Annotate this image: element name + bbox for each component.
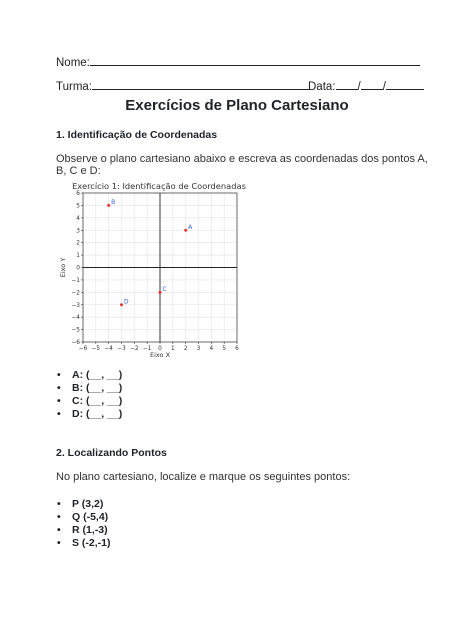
section1-instruction: Observe o plano cartesiano abaixo e escreva as coordenadas dos pontos A, B, C e D: bbox=[56, 153, 428, 177]
y-tick-label: 6 bbox=[76, 191, 80, 197]
x-tick-label: −2 bbox=[130, 346, 139, 352]
date-field[interactable] bbox=[308, 78, 424, 93]
section1-heading: 1. Identificação de Coordenadas bbox=[56, 129, 218, 141]
x-tick-label: −6 bbox=[78, 346, 88, 352]
data-point-a bbox=[184, 229, 187, 232]
x-tick-label: 1 bbox=[170, 346, 175, 352]
y-tick-label: 5 bbox=[76, 203, 80, 210]
data-point-label-c: C bbox=[162, 285, 167, 293]
name-field[interactable] bbox=[56, 54, 420, 69]
x-tick-label: 2 bbox=[183, 346, 188, 352]
chart-title: Exercício 1: Identificação de Coordenadas bbox=[72, 181, 246, 191]
x-axis-label: Eixo X bbox=[149, 351, 171, 359]
data-point-label-b: B bbox=[111, 198, 116, 206]
point-item-r: • R (1,-3) bbox=[56, 524, 111, 537]
y-tick-label: 1 bbox=[76, 253, 80, 260]
y-tick-label: −4 bbox=[71, 315, 80, 322]
date-year-line[interactable] bbox=[386, 78, 424, 90]
class-line[interactable] bbox=[92, 78, 310, 90]
data-point-b bbox=[107, 204, 110, 207]
x-tick-label: −3 bbox=[117, 346, 126, 352]
answer-item-d[interactable]: • D: (__, __) bbox=[56, 408, 122, 421]
class-label: Turma: bbox=[56, 81, 92, 93]
y-tick-label: −3 bbox=[71, 302, 80, 309]
section2-heading: 2. Localizando Pontos bbox=[56, 447, 167, 459]
points-list bbox=[56, 498, 111, 550]
y-tick-label: 0 bbox=[76, 265, 80, 272]
class-field[interactable] bbox=[56, 78, 310, 93]
y-tick-label: −6 bbox=[71, 340, 80, 346]
tick-labels bbox=[71, 191, 239, 352]
data-point-c bbox=[159, 291, 162, 294]
x-tick-label: 3 bbox=[196, 346, 201, 352]
axes bbox=[83, 193, 237, 342]
x-tick-label: 0 bbox=[158, 346, 162, 352]
cartesian-chart bbox=[56, 178, 246, 362]
answer-item-a[interactable]: • A: (__, __) bbox=[56, 369, 122, 382]
y-tick-label: 4 bbox=[76, 215, 80, 222]
date-separator: / bbox=[357, 81, 361, 93]
point-item-s: • S (-2,-1) bbox=[56, 537, 111, 550]
x-tick-label: 5 bbox=[222, 346, 227, 352]
y-axis-label: Eixo Y bbox=[59, 257, 67, 278]
date-day-line[interactable] bbox=[336, 78, 358, 90]
point-item-q: • Q (-5,4) bbox=[56, 511, 111, 524]
y-tick-label: −1 bbox=[71, 277, 80, 284]
section2-instruction: No plano cartesiano, localize e marque os seguintes pontos: bbox=[56, 471, 351, 483]
name-label: Nome: bbox=[56, 57, 90, 69]
y-tick-label: 3 bbox=[76, 228, 80, 235]
date-month-line[interactable] bbox=[361, 78, 383, 90]
data-point-label-a: A bbox=[188, 223, 193, 231]
x-tick-label: 4 bbox=[209, 346, 214, 352]
answer-item-b[interactable]: • B: (__, __) bbox=[56, 382, 122, 395]
data-points bbox=[107, 199, 193, 306]
y-tick-label: 2 bbox=[76, 240, 80, 247]
data-point-d bbox=[120, 303, 123, 306]
x-tick-label: −1 bbox=[142, 346, 152, 352]
answers-list bbox=[56, 369, 122, 421]
page-title: Exercícios de Plano Cartesiano bbox=[125, 97, 349, 114]
date-label: Data: bbox=[308, 81, 336, 93]
x-tick-label: −5 bbox=[91, 346, 101, 352]
y-tick-label: −5 bbox=[71, 327, 80, 334]
y-tick-label: −2 bbox=[71, 290, 80, 297]
x-tick-label: −4 bbox=[104, 346, 113, 352]
x-tick-label: 6 bbox=[235, 346, 239, 352]
answer-item-c[interactable]: • C: (__, __) bbox=[56, 395, 122, 408]
point-item-p: • P (3,2) bbox=[56, 498, 111, 511]
data-point-label-d: D bbox=[124, 298, 129, 306]
name-line[interactable] bbox=[90, 54, 420, 66]
date-separator: / bbox=[382, 81, 386, 93]
